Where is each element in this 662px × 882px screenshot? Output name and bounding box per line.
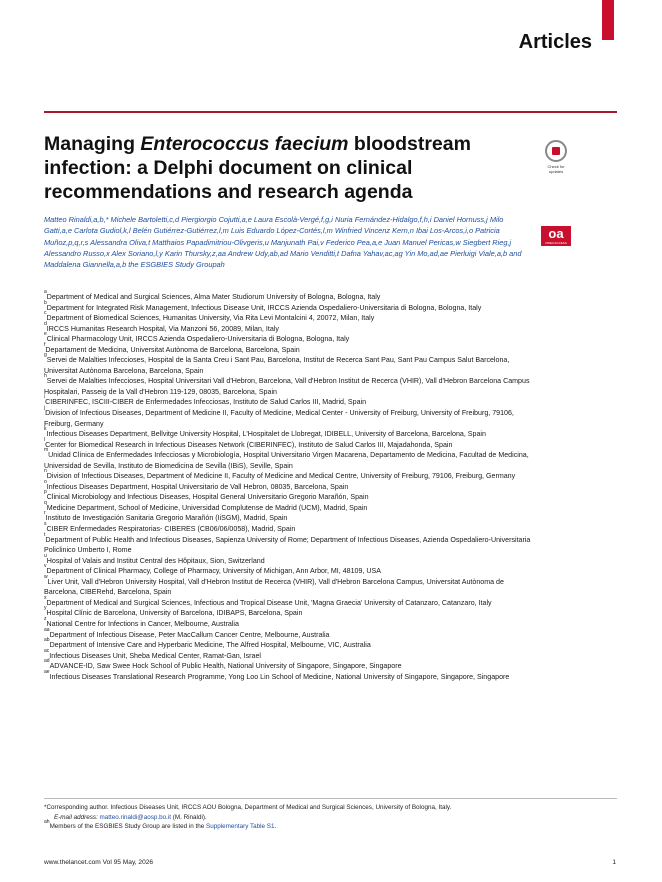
supplementary-table-link[interactable]: Supplementary Table S1 <box>206 823 275 830</box>
affiliation-item: $^l$Center for Biomedical Research in Infectious Diseases Network (CIBERINFEC), Instituto de Salud Carlos III, Majadahonda, Spain <box>44 436 453 449</box>
affiliation-item: $^o$Infectious Diseases Department, Hospital Universitario de Vall Hebron, 08035, Barcelona, Spain <box>44 478 349 491</box>
affiliation-item: $^x$Department of Medical and Surgical Sciences, Infectious and Tropical Disease Unit, 'Magna Graecia' University of Catanzaro, Catanzaro, Italy <box>44 594 492 607</box>
members-note: $^{ah}$Members of the ESGBIES Study Group are listed in the Supplementary Table S1. <box>44 819 277 830</box>
affiliation-item: $^z$National Centre for Infections in Cancer, Melbourne, Australia <box>44 615 239 628</box>
affiliation-item: $^f$Departament de Medicina, Universitat Autònoma de Barcelona, Barcelona, Spain <box>44 341 300 354</box>
crossmark-label: Check for updates <box>547 164 565 174</box>
affiliation-item: $^{ac}$Infectious Diseases Unit, Sheba Medical Center, Ramat-Gan, Israel <box>44 647 262 660</box>
section-header: Articles <box>518 31 592 53</box>
oa-sublabel: OPEN ACCESS <box>545 241 567 245</box>
corresponding-author-note: *Corresponding author. Infectious Diseases Unit, IRCCS AOU Bologna, Department of Medical and Surgical Sciences, University of Bologna, Italy. <box>44 804 452 811</box>
journal-footer[interactable]: www.thelancet.com Vol 95 May, 2026 <box>44 859 154 866</box>
header-rule <box>44 111 617 113</box>
affiliation-item: $^e$Clinical Pharmacology Unit, IRCCS Azienda Ospedaliero-Universitaria di Bologna, Bologna, Italy <box>44 331 350 344</box>
affiliation-item: $^i$CIBERINFEC, ISCIII-CIBER de Enfermedades Infecciosas, Instituto de Salud Carlos III, Madrid, Spain <box>44 394 367 407</box>
affiliation-item: $^y$Hospital Clínic de Barcelona, University of Barcelona, IDIBAPS, Barcelona, Spain <box>44 605 303 618</box>
title-pre: Managing <box>44 133 141 155</box>
footnote-rule <box>44 798 617 799</box>
affiliation-item: $^s$CIBER Enfermedades Respiratorias- CIBERES (CB06/06/0058), Madrid, Spain <box>44 521 296 534</box>
affiliation-item: $^{aa}$Department of Infectious Disease, Peter MacCallum Cancer Centre, Melbourne, Australia <box>44 626 330 639</box>
affiliation-item: $^n$Division of Infectious Diseases, Department of Medicine II, Faculty of Medicine and Medical Centre, University of Freiburg, 79106, Freiburg, Germany <box>44 468 516 481</box>
open-access-badge <box>541 226 571 246</box>
affiliation-item: $^b$Department for Integrated Risk Management, Infectious Disease Unit, IRCCS Azienda Ospedaliero-Universitaria di Bologna, Bologna, Italy <box>44 299 482 312</box>
affiliation-item: $^t$Department of Public Health and Infectious Diseases, Sapienza University of Rome; Department of Infectious Diseases, Azienda Ospedaliero-Universitaria Policlinico Umberto I, Rome <box>44 531 531 555</box>
affiliation-list <box>44 289 534 682</box>
affiliation-item: $^q$Medicine Department, School of Medicine, Universidad Complutense de Madrid (UCM), Madrid, Spain <box>44 499 368 512</box>
affiliation-item: $^{ae}$Infectious Diseases Translational Research Programme, Yong Loo Lin School of Medicine, National University of Singapore, Singapore, Singapore <box>44 668 510 681</box>
affiliation-item: $^a$Department of Medical and Surgical Sciences, Alma Mater Studiorum University of Bologna, Bologna, Italy <box>44 289 381 301</box>
affiliation-item: $^p$Clinical Microbiology and Infectious Diseases, Hospital General Universitario Gregorio Marañón, Spain <box>44 489 369 502</box>
affiliation-item: $^u$Hospital of Valais and Institut Central des Hôpitaux, Sion, Switzerland <box>44 552 265 565</box>
affiliation-item: $^w$Liver Unit, Vall d'Hebron University Hospital, Vall d'Hebron Institut de Recerca (VHIR), Vall d'Hebron Barcelona Campus, Universitat Autònoma de Barcelona, CIBERehd, Barcelona, Spain <box>44 573 504 597</box>
affiliation-item: $^h$Servei de Malalties Infeccioses, Hospital Universitari Vall d'Hebron, Barcelona, Vall d'Hebron Institut de Recerca (VHIR), Vall d'Hebron Barcelona Campus Hospitalari, Passeig de la Vall d'Hebron 119-129, 08035, Barcelona, Spain <box>44 373 530 396</box>
affiliation-item: $^c$Department of Biomedical Sciences, Humanitas University, Via Rita Levi Montalcini 4, 20072, Milan, Italy <box>44 310 375 323</box>
oa-label: oa <box>548 226 564 241</box>
title-post: bloodstream infection: a Delphi document on clinical recommendations and research agenda <box>44 133 471 203</box>
affiliation-item: $^k$Infectious Diseases Department, Bellvitge University Hospital, L'Hospitalet de Llobregat, IDIBELL, University of Barcelona, Barcelona, Spain <box>44 426 486 439</box>
title-italic: Enterococcus faecium <box>140 133 349 155</box>
affiliation-item: $^r$Instituto de Investigación Sanitaria Gregorio Marañón (IiSGM), Madrid, Spain <box>44 510 288 523</box>
section-tab-marker <box>602 0 614 40</box>
footnotes <box>44 803 564 832</box>
affiliation-item: $^{ad}$ADVANCE-ID, Saw Swee Hock School of Public Health, National University of Singapore, Singapore, Singapore <box>44 658 402 671</box>
author-list[interactable]: Matteo Rinaldi,a,b,* Michele Bartoletti,c,d Piergiorgio Cojutti,a,e Laura Escolà-Vergé,f,g,i Nuria Fernández-Hidalgo,f,h,i Daniel Hornuss,j Milo Gatti,a,e Carlota Gudiol,k,l Belén Gutiérrez-Gutiérrez,l,m Luis Eduardo López-Cortés,l,m Winfried Vincenz Kern,n Ibai Los-Arcos,i,o Patricia Muñoz,p,q,r,s Alessandra Oliva,t Matthaios Papadimitriou-Olivgeris,u Manjunath Pai,v Federico Pea,a,e Juan Manuel Pericas,w Siegbert Rieg,j Alessandro Russo,x Alex Soriano,l,y Karin Thursky,z,aa Andrew Udy,ab,ad Mario Venditti,t Dafna Yahav,ac,ag Yin Mo,ad,ae Pierluigi Viale,a,b and Maddalena Giannella,a,b the ESGBIES Study Groupah <box>44 215 522 270</box>
affiliation-item: $^v$Department of Clinical Pharmacy, College of Pharmacy, University of Michigan, Ann Arbor, MI, 48109, USA <box>44 563 381 576</box>
crossmark-icon <box>545 140 567 162</box>
affiliation-item: $^g$Servei de Malalties Infeccioses, Hospital de la Santa Creu i Sant Pau, Barcelona, Institut de Recerca Sant Pau, Sant Pau Campus Salut Barcelona, Universitat Autònoma Barcelona, Barcelona, Spain <box>44 352 510 375</box>
affiliation-item: $^{ab}$Department of Intensive Care and Hyperbaric Medicine, The Alfred Hospital, Melbourne, VIC, Australia <box>44 637 371 650</box>
email-link[interactable]: matteo.rinaldi@aosp.bo.it <box>99 813 171 821</box>
affiliation-item: $^j$Division of Infectious Diseases, Department of Medicine II, Faculty of Medicine, Medical Center - University of Freiburg, University of Freiburg, 79106, Freiburg, Germany <box>44 405 514 428</box>
check-for-updates-badge[interactable] <box>541 140 571 178</box>
affiliation-item: $^m$Unidad Clínica de Enfermedades Infecciosas y Microbiología, Hospital Universitario Virgen Macarena, Departamento de Medicina, Facultad de Medicina, Universidad de Sevilla, Instituto de Biomedicina de Sevilla (IBiS), Seville, Spain <box>44 447 529 470</box>
affiliation-item: $^d$IRCCS Humanitas Research Hospital, Via Manzoni 56, 20089, Milan, Italy <box>44 320 279 333</box>
page-number: 1 <box>612 859 616 866</box>
article-title <box>44 132 514 204</box>
email-line: E-mail address: matteo.rinaldi@aosp.bo.it (M. Rinaldi). <box>54 813 207 821</box>
